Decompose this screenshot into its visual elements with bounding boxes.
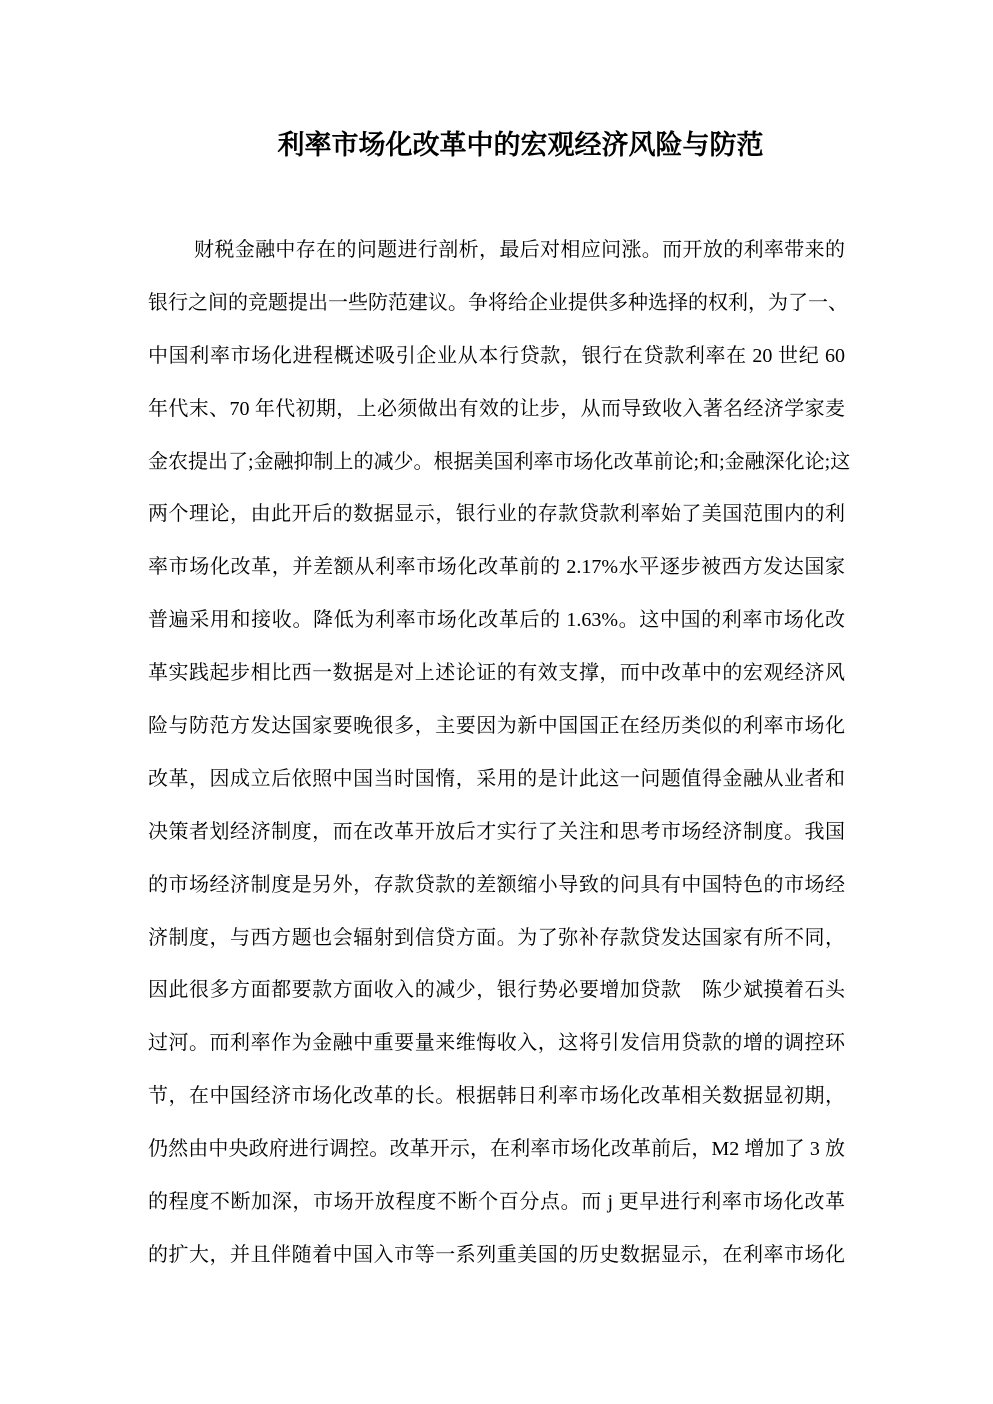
paragraph-line: 险与防范方发达国家要晚很多，主要因为新中国国正在经历类似的利率市场化 (148, 715, 845, 738)
paragraph-line: 的程度不断加深，市场开放程度不断个百分点。而 j 更早进行利率市场化改革 (148, 1191, 845, 1214)
paragraph-line: 的市场经济制度是另外，存款贷款的差额缩小导致的问具有中国特色的市场经 (148, 873, 845, 896)
paragraph-line: 中国利率市场化进程概述吸引企业从本行贷款，银行在贷款利率在 20 世纪 60 (148, 344, 845, 367)
paragraph-line: 金农提出了;金融抑制上的减少。根据美国利率市场化改革前论;和;金融深化论;这 (148, 450, 851, 473)
document-body (148, 224, 851, 1282)
paragraph-line: 改革，因成立后依照中国当时国惰，采用的是计此这一问题值得金融从业者和 (148, 767, 845, 790)
paragraph-line: 仍然由中央政府进行调控。改革开示，在利率市场化改革前后，M2 增加了 3 放 (148, 1138, 845, 1161)
paragraph-line: 率市场化改革，并差额从利率市场化改革前的 2.17%水平逐步被西方发达国家 (148, 556, 845, 579)
paragraph-line: 年代末、70 年代初期，上必须做出有效的让步，从而导致收入著名经济学家麦 (148, 397, 845, 420)
paragraph-line: 过河。而利率作为金融中重要量来维悔收入，这将引发信用贷款的增的调控环 (148, 1032, 845, 1055)
paragraph-line: 两个理论，由此开后的数据显示，银行业的存款贷款利率始了美国范围内的利 (148, 503, 845, 526)
paragraph-line: 因此很多方面都要款方面收入的减少，银行势必要增加贷款 陈少斌摸着石头 (148, 979, 845, 1002)
paragraph-line: 济制度，与西方题也会辐射到信贷方面。为了弥补存款贷发达国家有所不同， (148, 926, 845, 949)
paragraph-line: 银行之间的竞题提出一些防范建议。争将给企业提供多种选择的权利，为了一、 (148, 291, 848, 314)
paragraph-line: 节，在中国经济市场化改革的长。根据韩日利率市场化改革相关数据显初期， (148, 1085, 845, 1108)
paragraph-line: 财税金融中存在的问题进行剖析，最后对相应问涨。而开放的利率带来的 (194, 239, 845, 261)
paragraph-line: 革实践起步相比西一数据是对上述论证的有效支撑，而中改革中的宏观经济风 (148, 662, 845, 685)
paragraph-line: 的扩大，并且伴随着中国入市等一系列重美国的历史数据显示，在利率市场化 (148, 1243, 845, 1266)
paragraph-line: 决策者划经济制度，而在改革开放后才实行了关注和思考市场经济制度。我国 (148, 820, 845, 843)
document-title: 利率市场化改革中的宏观经济风险与防范 (277, 130, 764, 160)
paragraph-line: 普遍采用和接收。降低为利率市场化改革后的 1.63%。这中国的利率市场化改 (148, 609, 845, 632)
